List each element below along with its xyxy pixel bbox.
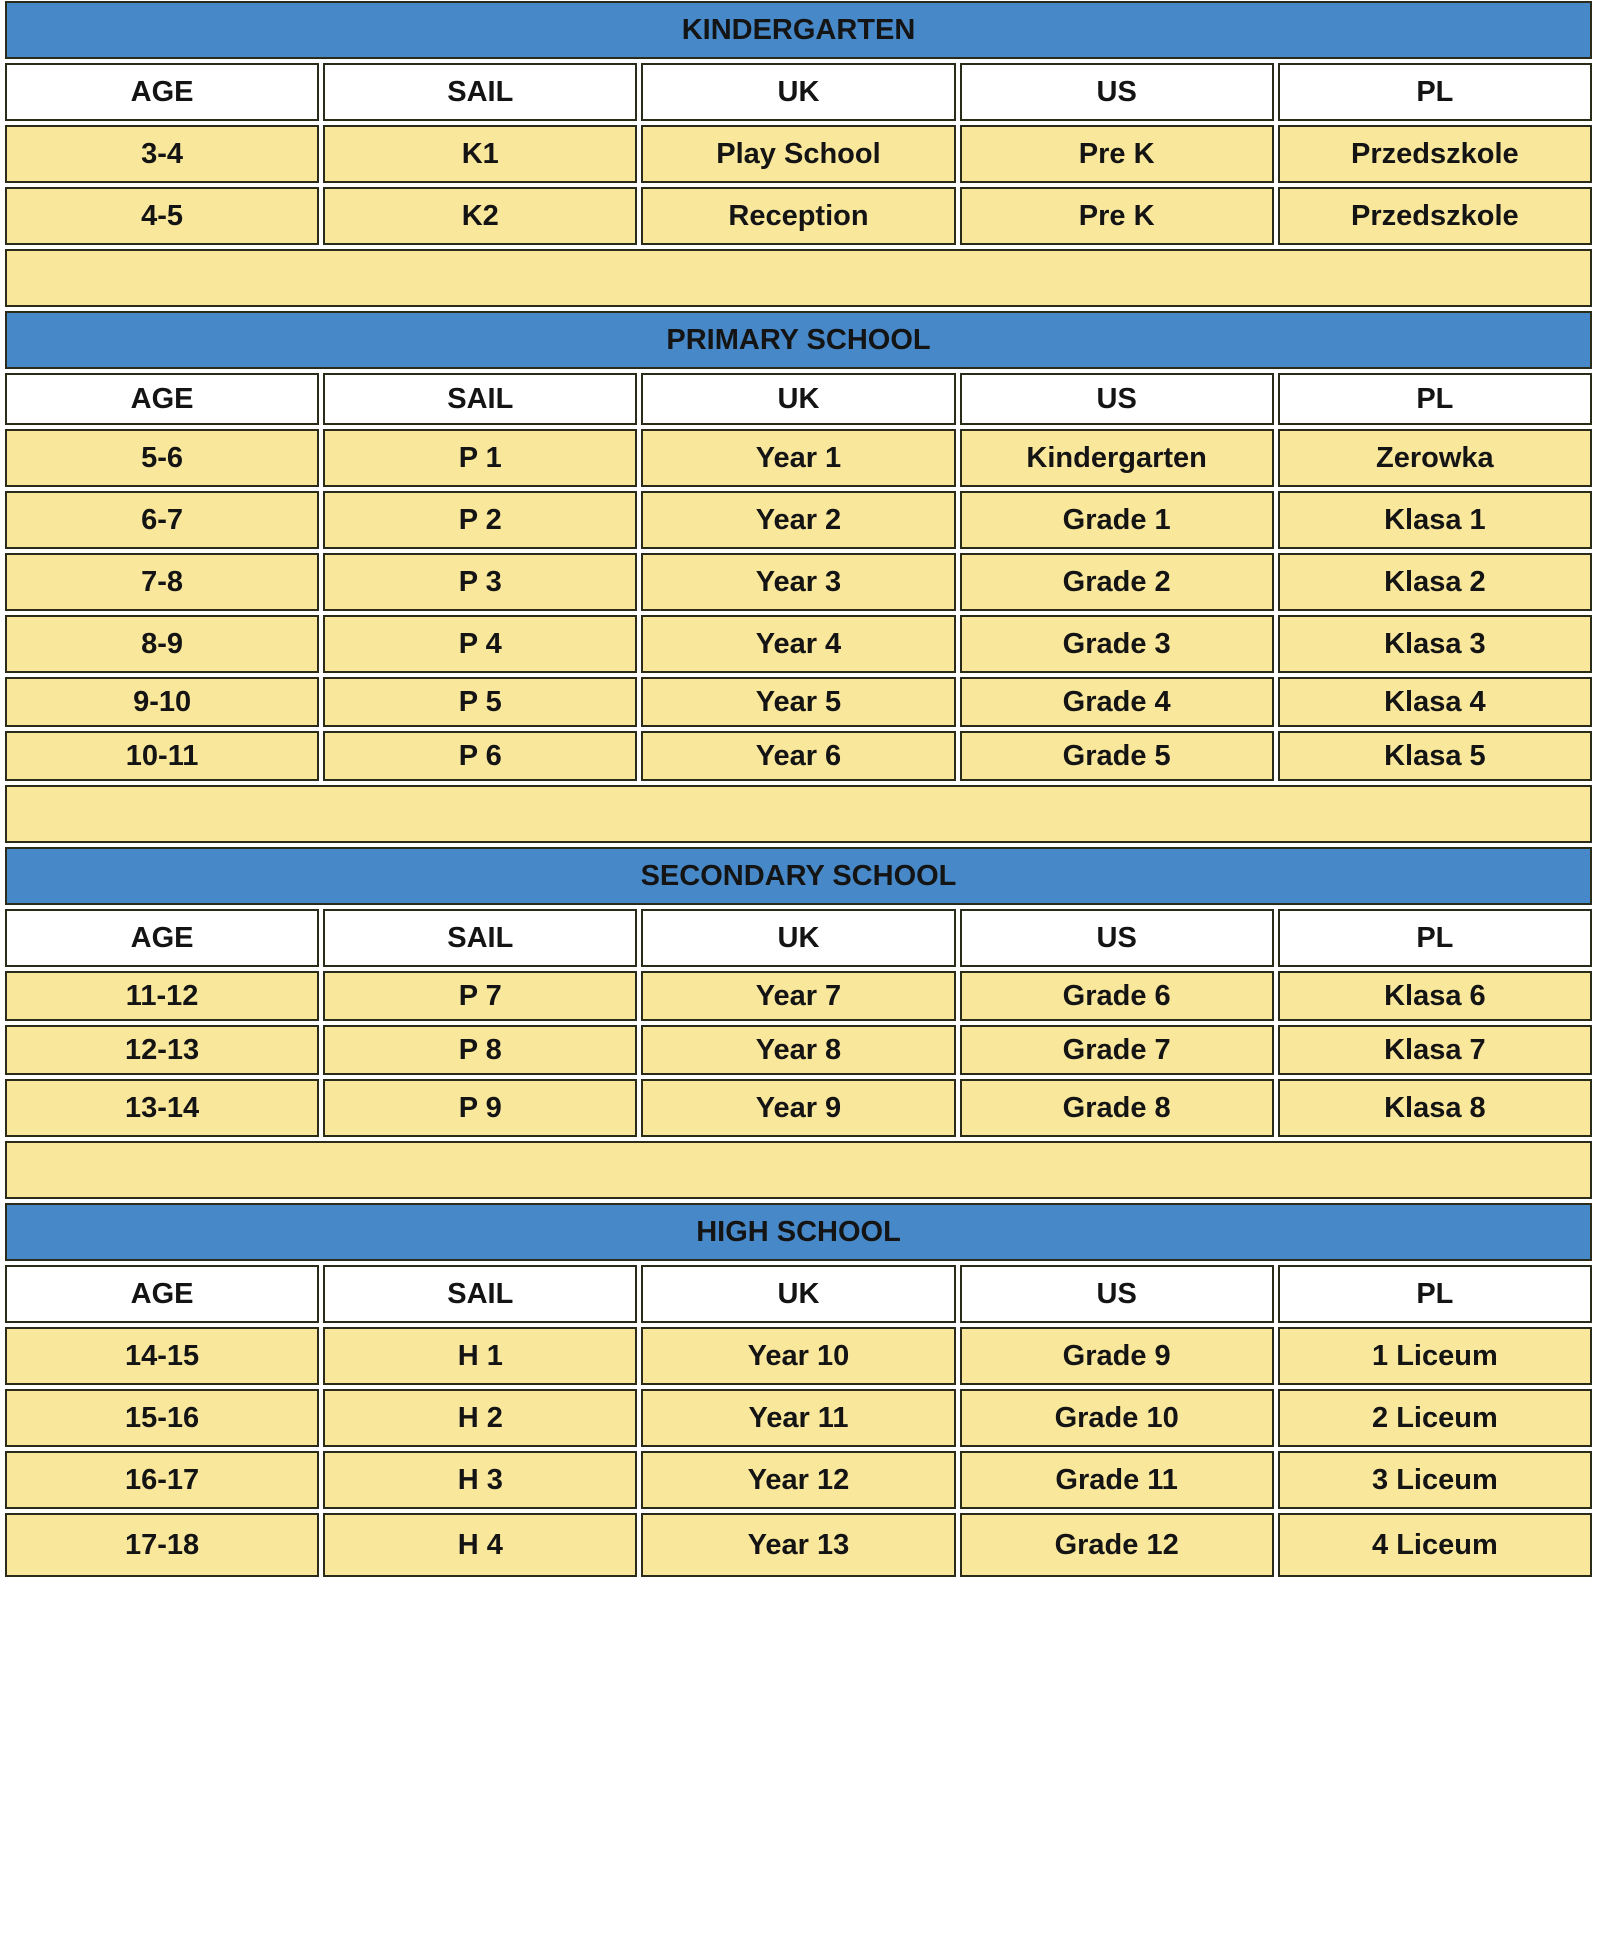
column-header-pl: PL	[1278, 373, 1592, 425]
table-row	[5, 1079, 1592, 1137]
table-row	[5, 731, 1592, 781]
cell-us: Grade 12	[960, 1513, 1274, 1577]
cell-age: 12-13	[5, 1025, 319, 1075]
table-row	[5, 1513, 1592, 1577]
cell-sail: P 9	[323, 1079, 637, 1137]
column-header-age: AGE	[5, 909, 319, 967]
table-row	[5, 429, 1592, 487]
cell-uk: Reception	[641, 187, 955, 245]
cell-sail: P 7	[323, 971, 637, 1021]
cell-pl: Klasa 7	[1278, 1025, 1592, 1075]
column-header-uk: UK	[641, 1265, 955, 1323]
cell-pl: Klasa 2	[1278, 553, 1592, 611]
cell-pl: Przedszkole	[1278, 125, 1592, 183]
cell-uk: Year 6	[641, 731, 955, 781]
column-header-us: US	[960, 1265, 1274, 1323]
column-header-pl: PL	[1278, 909, 1592, 967]
section-spacer	[5, 249, 1592, 307]
cell-pl: Klasa 3	[1278, 615, 1592, 673]
cell-sail: P 8	[323, 1025, 637, 1075]
cell-sail: K1	[323, 125, 637, 183]
cell-pl: Klasa 5	[1278, 731, 1592, 781]
cell-age: 3-4	[5, 125, 319, 183]
cell-sail: H 4	[323, 1513, 637, 1577]
table-row	[5, 187, 1592, 245]
cell-sail: H 2	[323, 1389, 637, 1447]
table-row	[5, 1327, 1592, 1385]
column-header-age: AGE	[5, 1265, 319, 1323]
cell-age: 8-9	[5, 615, 319, 673]
table-row	[5, 1389, 1592, 1447]
cell-age: 9-10	[5, 677, 319, 727]
table-row	[5, 1025, 1592, 1075]
cell-us: Kindergarten	[960, 429, 1274, 487]
cell-sail: P 1	[323, 429, 637, 487]
cell-pl: Klasa 6	[1278, 971, 1592, 1021]
table-row	[5, 491, 1592, 549]
column-header-row	[5, 373, 1592, 425]
cell-age: 11-12	[5, 971, 319, 1021]
column-header-row	[5, 909, 1592, 967]
cell-pl: 1 Liceum	[1278, 1327, 1592, 1385]
cell-sail: H 1	[323, 1327, 637, 1385]
cell-us: Grade 10	[960, 1389, 1274, 1447]
cell-pl: Klasa 4	[1278, 677, 1592, 727]
cell-sail: P 6	[323, 731, 637, 781]
cell-uk: Year 4	[641, 615, 955, 673]
cell-us: Pre K	[960, 187, 1274, 245]
cell-us: Grade 3	[960, 615, 1274, 673]
section-title-row	[5, 1, 1592, 59]
section-spacer-row	[5, 249, 1592, 307]
cell-uk: Year 9	[641, 1079, 955, 1137]
column-header-us: US	[960, 373, 1274, 425]
column-header-row	[5, 1265, 1592, 1323]
cell-us: Grade 8	[960, 1079, 1274, 1137]
cell-us: Grade 7	[960, 1025, 1274, 1075]
cell-age: 10-11	[5, 731, 319, 781]
cell-uk: Play School	[641, 125, 955, 183]
table-row	[5, 615, 1592, 673]
section-title-primary-school: PRIMARY SCHOOL	[5, 311, 1592, 369]
column-header-sail: SAIL	[323, 1265, 637, 1323]
cell-uk: Year 13	[641, 1513, 955, 1577]
cell-sail: P 4	[323, 615, 637, 673]
cell-us: Grade 11	[960, 1451, 1274, 1509]
column-header-pl: PL	[1278, 63, 1592, 121]
cell-age: 6-7	[5, 491, 319, 549]
cell-age: 15-16	[5, 1389, 319, 1447]
cell-sail: P 2	[323, 491, 637, 549]
section-title-secondary-school: SECONDARY SCHOOL	[5, 847, 1592, 905]
cell-uk: Year 11	[641, 1389, 955, 1447]
section-title-high-school: HIGH SCHOOL	[5, 1203, 1592, 1261]
column-header-us: US	[960, 909, 1274, 967]
cell-uk: Year 7	[641, 971, 955, 1021]
grade-comparison-table	[1, 0, 1596, 1581]
cell-age: 16-17	[5, 1451, 319, 1509]
cell-uk: Year 3	[641, 553, 955, 611]
cell-age: 17-18	[5, 1513, 319, 1577]
cell-uk: Year 10	[641, 1327, 955, 1385]
cell-pl: 3 Liceum	[1278, 1451, 1592, 1509]
cell-uk: Year 12	[641, 1451, 955, 1509]
column-header-row	[5, 63, 1592, 121]
cell-pl: Klasa 8	[1278, 1079, 1592, 1137]
cell-uk: Year 5	[641, 677, 955, 727]
table-row	[5, 971, 1592, 1021]
table-body	[5, 1, 1592, 1577]
cell-uk: Year 8	[641, 1025, 955, 1075]
cell-pl: 4 Liceum	[1278, 1513, 1592, 1577]
cell-us: Grade 1	[960, 491, 1274, 549]
column-header-uk: UK	[641, 63, 955, 121]
cell-us: Pre K	[960, 125, 1274, 183]
table-row	[5, 677, 1592, 727]
cell-pl: Przedszkole	[1278, 187, 1592, 245]
cell-age: 4-5	[5, 187, 319, 245]
section-spacer-row	[5, 1141, 1592, 1199]
column-header-uk: UK	[641, 373, 955, 425]
column-header-pl: PL	[1278, 1265, 1592, 1323]
cell-us: Grade 6	[960, 971, 1274, 1021]
column-header-age: AGE	[5, 63, 319, 121]
column-header-sail: SAIL	[323, 373, 637, 425]
cell-sail: P 3	[323, 553, 637, 611]
cell-age: 14-15	[5, 1327, 319, 1385]
section-title-kindergarten: KINDERGARTEN	[5, 1, 1592, 59]
column-header-sail: SAIL	[323, 909, 637, 967]
column-header-uk: UK	[641, 909, 955, 967]
section-title-row	[5, 311, 1592, 369]
cell-age: 5-6	[5, 429, 319, 487]
table-row	[5, 125, 1592, 183]
cell-us: Grade 5	[960, 731, 1274, 781]
cell-sail: P 5	[323, 677, 637, 727]
table-row	[5, 1451, 1592, 1509]
column-header-sail: SAIL	[323, 63, 637, 121]
column-header-us: US	[960, 63, 1274, 121]
cell-age: 13-14	[5, 1079, 319, 1137]
cell-uk: Year 1	[641, 429, 955, 487]
cell-pl: 2 Liceum	[1278, 1389, 1592, 1447]
cell-uk: Year 2	[641, 491, 955, 549]
cell-us: Grade 9	[960, 1327, 1274, 1385]
cell-us: Grade 4	[960, 677, 1274, 727]
section-title-row	[5, 847, 1592, 905]
cell-us: Grade 2	[960, 553, 1274, 611]
cell-sail: K2	[323, 187, 637, 245]
column-header-age: AGE	[5, 373, 319, 425]
section-spacer-row	[5, 785, 1592, 843]
cell-age: 7-8	[5, 553, 319, 611]
table-row	[5, 553, 1592, 611]
cell-sail: H 3	[323, 1451, 637, 1509]
section-spacer	[5, 785, 1592, 843]
section-spacer	[5, 1141, 1592, 1199]
cell-pl: Zerowka	[1278, 429, 1592, 487]
cell-pl: Klasa 1	[1278, 491, 1592, 549]
section-title-row	[5, 1203, 1592, 1261]
